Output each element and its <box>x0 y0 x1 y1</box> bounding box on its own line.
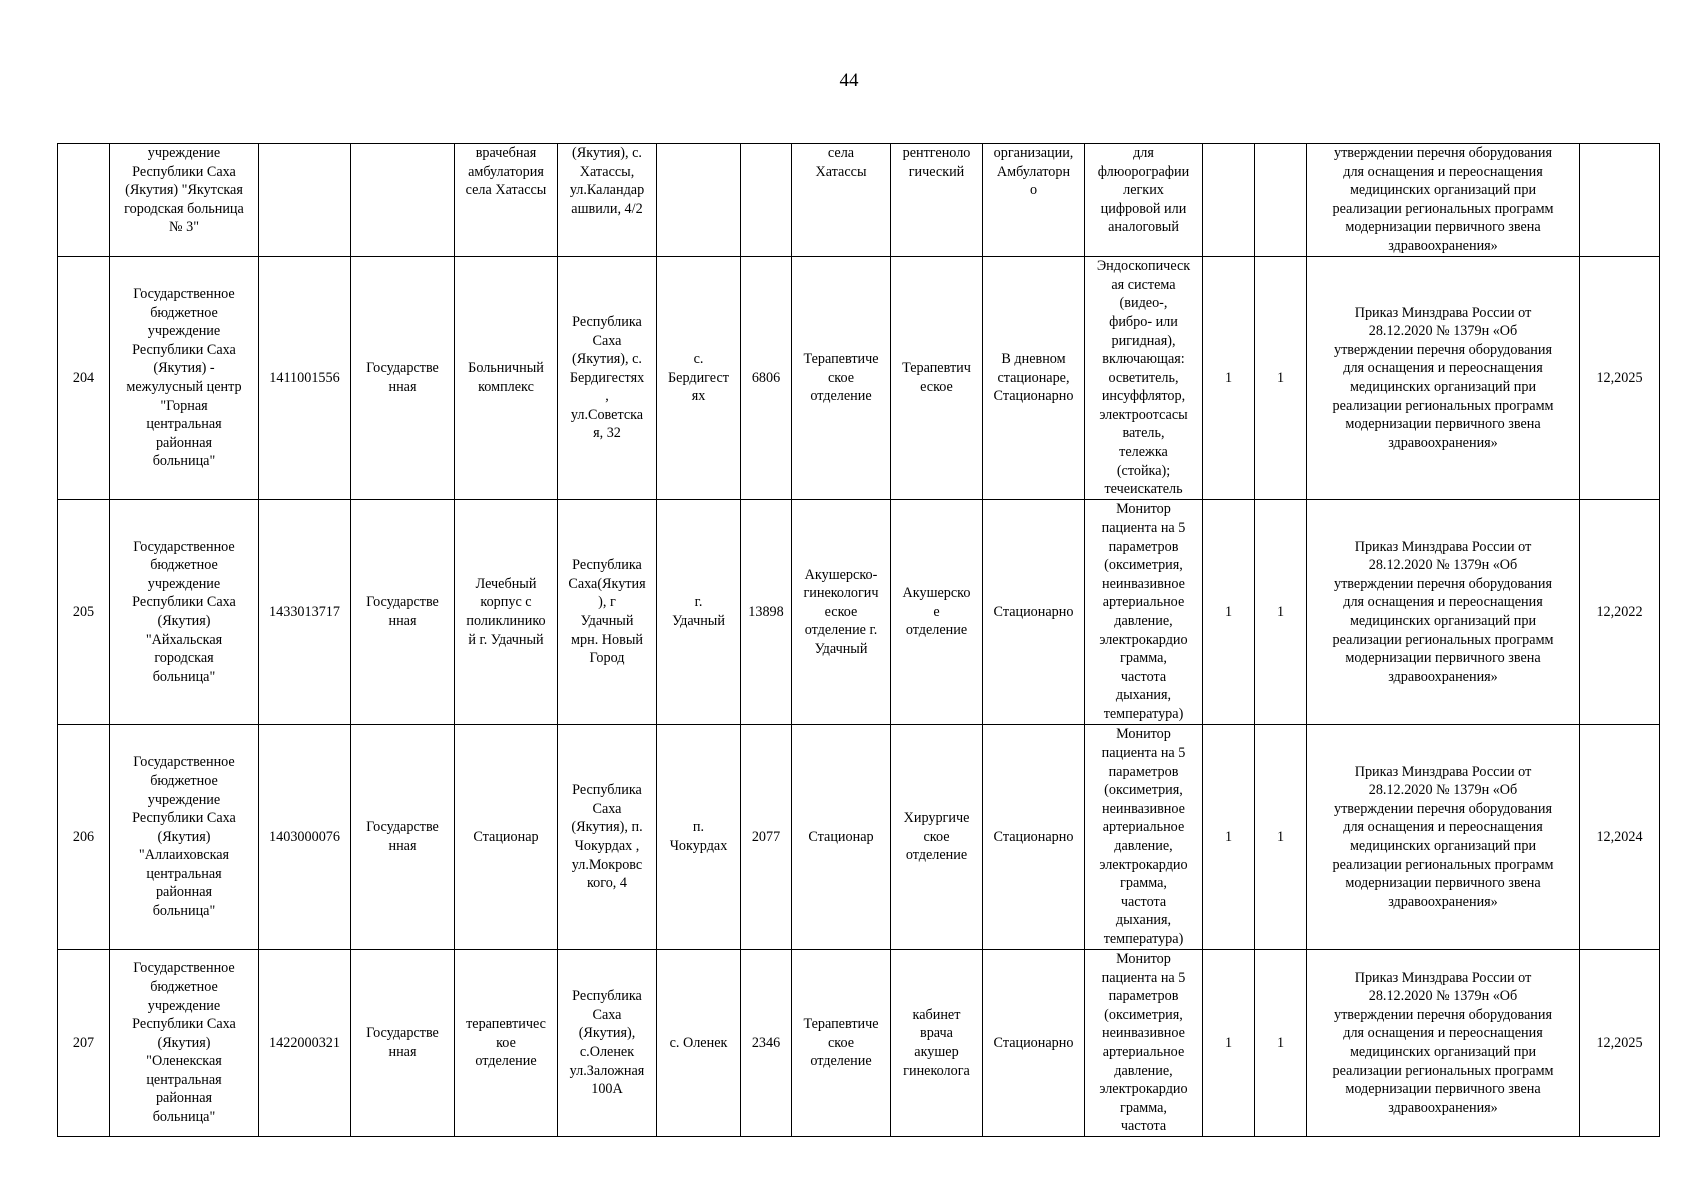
care-conditions: организации, Амбулаторн о <box>993 145 1074 199</box>
population: 13898 <box>748 603 784 620</box>
ownership-form: Государстве нная <box>366 594 439 629</box>
deadline: 12,2024 <box>1596 828 1643 845</box>
care-conditions: В дневном стационаре, Стационарно <box>993 351 1074 405</box>
care-conditions: Стационарно <box>993 828 1074 845</box>
equipment: Монитор пациента на 5 параметров (оксиметрия, неинвазивное артериальное давление, электрокардио грамма, частота <box>1099 951 1188 1135</box>
population: 2077 <box>751 828 781 845</box>
facility: Стационар <box>473 828 539 845</box>
inn: 1433013717 <box>269 603 340 620</box>
population: 2346 <box>751 1034 781 1051</box>
row-number: 205 <box>72 603 95 620</box>
facility: терапевтичес кое отделение <box>466 1016 546 1070</box>
row-number: 204 <box>72 369 95 386</box>
table-row <box>58 500 1660 725</box>
profile: кабинет врача акушер гинеколога <box>903 1006 970 1079</box>
inn: 1403000076 <box>269 828 340 845</box>
address: Республика Саха(Якутия ), г Удачный мрн. Новый Город <box>568 557 646 667</box>
legal-basis: утверждении перечня оборудования для оснащения и переоснащения медицинских организаций при реализации региональных программ модернизации первичного звена здравоохранения» <box>1332 145 1554 254</box>
equipment-table <box>57 143 1660 1137</box>
profile: Хирургиче ское отделение <box>903 810 970 864</box>
page-number: 44 <box>839 70 859 91</box>
legal-basis: Приказ Минздрава России от 28.12.2020 № 1379н «Об утверждении перечня оборудования для оснащения и переоснащения медицинских организаций при реализации региональных программ модернизации первичного звена здравоохранения» <box>1332 538 1554 685</box>
address: (Якутия), с. Хатассы, ул.Каландар ашвили, 4/2 <box>569 145 645 217</box>
deadline: 12,2022 <box>1596 603 1643 620</box>
department: Акушерско- гинекологич еское отделение г. Удачный <box>803 566 879 657</box>
organization-name: Государственное бюджетное учреждение Республики Саха (Якутия) "Оленекская центральная районная больница" <box>132 960 236 1126</box>
locality: г. Удачный <box>672 594 725 629</box>
quantity-2: 1 <box>1276 603 1285 620</box>
profile: рентгеноло гический <box>902 145 971 180</box>
equipment: Монитор пациента на 5 параметров (оксиметрия, неинвазивное артериальное давление, электрокардио грамма, частота дыхания, температура) <box>1099 501 1188 722</box>
quantity: 1 <box>1224 369 1233 386</box>
organization-name: учреждение Республики Саха (Якутия) "Якутская городская больница № 3" <box>124 145 244 236</box>
care-conditions: Стационарно <box>993 603 1074 620</box>
facility: врачебная амбулатория села Хатассы <box>465 145 547 199</box>
care-conditions: Стационарно <box>993 1034 1074 1051</box>
facility: Лечебный корпус с поликлинико й г. Удачный <box>466 575 546 648</box>
inn: 1422000321 <box>269 1034 340 1051</box>
row-number: 207 <box>72 1034 95 1051</box>
organization-name: Государственное бюджетное учреждение Республики Саха (Якутия) - межулусный центр "Горная центральная районная больница" <box>126 286 242 470</box>
equipment: для флюорографии легких цифровой или аналоговый <box>1097 145 1190 236</box>
department: Стационар <box>808 828 874 845</box>
quantity-2: 1 <box>1276 1034 1285 1051</box>
address: Республика Саха (Якутия), п. Чокурдах , ул.Мокровс кого, 4 <box>571 782 643 892</box>
equipment: Монитор пациента на 5 параметров (оксиметрия, неинвазивное артериальное давление, электрокардио грамма, частота дыхания, температура) <box>1099 726 1188 947</box>
department: села Хатассы <box>815 145 867 180</box>
legal-basis: Приказ Минздрава России от 28.12.2020 № 1379н «Об утверждении перечня оборудования для оснащения и переоснащения медицинских организаций при реализации региональных программ модернизации первичного звена здравоохранения» <box>1332 304 1554 451</box>
table-row <box>58 144 1660 257</box>
deadline: 12,2025 <box>1596 369 1643 386</box>
table-row <box>58 257 1660 500</box>
quantity: 1 <box>1224 1034 1233 1051</box>
equipment: Эндоскопическ ая система (видео-, фибро- или ригидная), включающая: осветитель, инсуффлятор, электроотсасы ватель, тележка (стойка); течеискатель <box>1096 258 1191 498</box>
quantity-2: 1 <box>1276 828 1285 845</box>
address: Республика Саха (Якутия), с.Оленек ул.Заложная 100А <box>569 988 645 1098</box>
locality: с. Оленек <box>669 1034 728 1051</box>
population: 6806 <box>751 369 781 386</box>
profile: Терапевтич еское <box>902 360 971 395</box>
quantity: 1 <box>1224 603 1233 620</box>
quantity-2: 1 <box>1276 369 1285 386</box>
ownership-form: Государстве нная <box>366 1025 439 1060</box>
organization-name: Государственное бюджетное учреждение Республики Саха (Якутия) "Аллаиховская центральная районная больница" <box>132 754 236 920</box>
row-number: 206 <box>72 828 95 845</box>
address: Республика Саха (Якутия), с. Бердигестях , ул.Советска я, 32 <box>569 313 645 442</box>
inn: 1411001556 <box>269 369 340 386</box>
ownership-form: Государстве нная <box>366 819 439 854</box>
facility: Больничный комплекс <box>468 360 544 395</box>
legal-basis: Приказ Минздрава России от 28.12.2020 № 1379н «Об утверждении перечня оборудования для оснащения и переоснащения медицинских организаций при реализации региональных программ модернизации первичного звена здравоохранения» <box>1332 969 1554 1116</box>
department: Терапевтиче ское отделение <box>803 1016 879 1070</box>
profile: Акушерско е отделение <box>902 585 971 639</box>
locality: п. Чокурдах <box>669 819 728 854</box>
table-row <box>58 725 1660 950</box>
table-row <box>58 950 1660 1137</box>
organization-name: Государственное бюджетное учреждение Республики Саха (Якутия) "Айхальская городская больница" <box>132 538 236 685</box>
quantity: 1 <box>1224 828 1233 845</box>
ownership-form: Государстве нная <box>366 360 439 395</box>
legal-basis: Приказ Минздрава России от 28.12.2020 № 1379н «Об утверждении перечня оборудования для оснащения и переоснащения медицинских организаций при реализации региональных программ модернизации первичного звена здравоохранения» <box>1332 763 1554 910</box>
deadline: 12,2025 <box>1596 1034 1643 1051</box>
department: Терапевтиче ское отделение <box>803 351 879 405</box>
locality: с. Бердигест ях <box>668 351 729 405</box>
